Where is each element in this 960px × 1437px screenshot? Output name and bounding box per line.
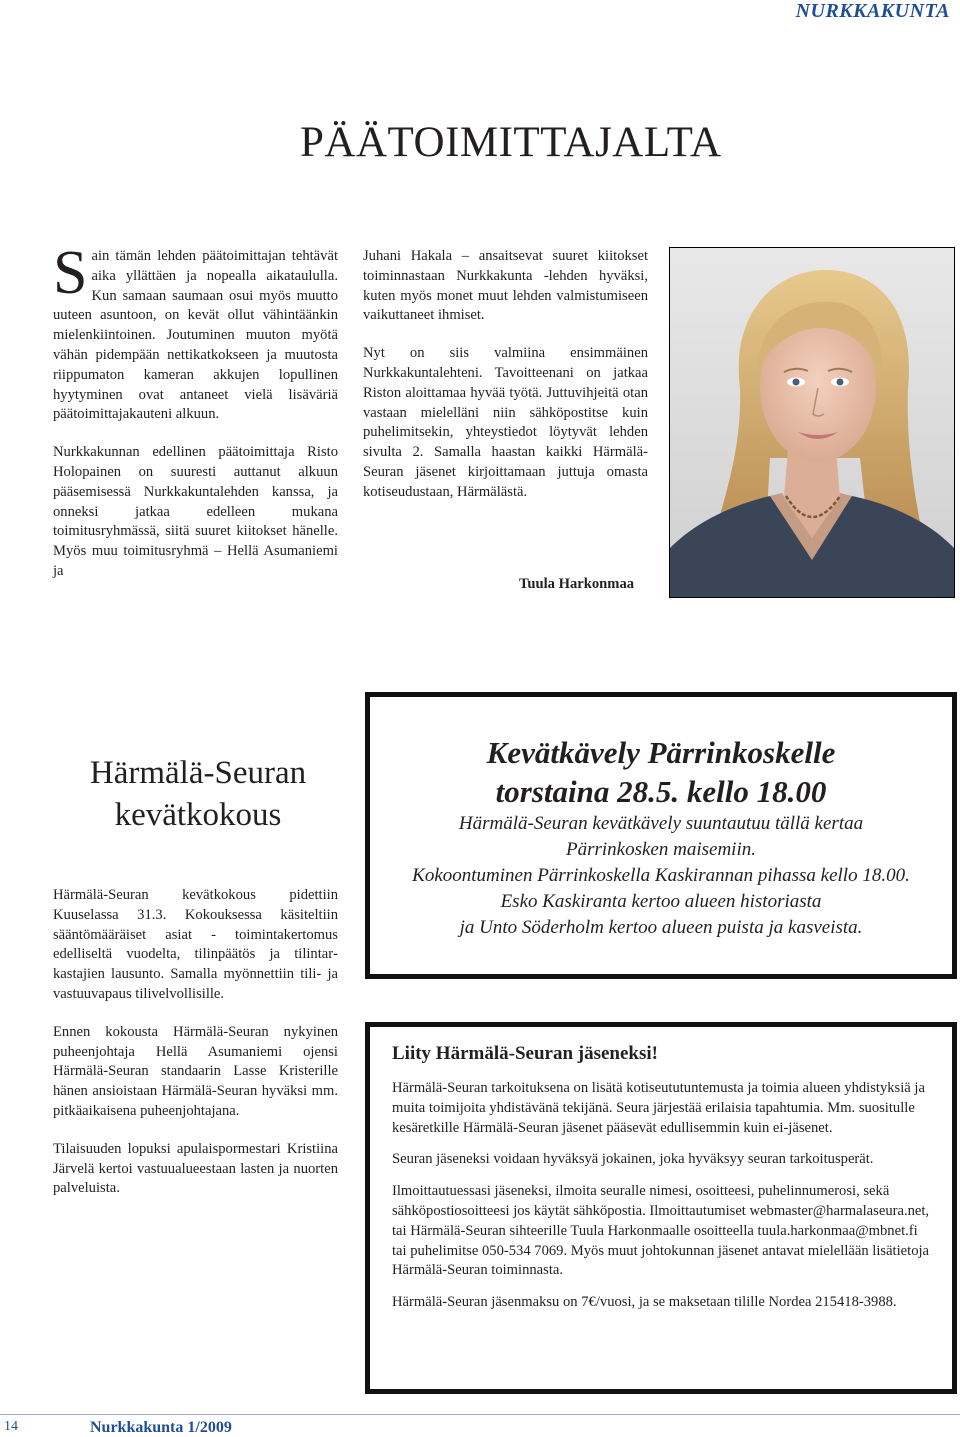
membership-paragraph: Ilmoittautuessasi jäseneksi, ilmoita seuralle nimesi, osoitteesi, puhelinnumerosi, sekä sähköpostiosoitteesi jos käytät sähköpostia. Ilmoittautumiset webmaster@harmalaseura.net, tai Härmälä-Seuran sihteerille Tuula Harkonmaalle osoitteella tuula.harkonmaa@mbnet.fi tai puhelimitse 050-534 7069. Myös muut johtokunnan jäsenet antavat mielellään lisätietoja Härmälä-Seuran toiminnasta. [392,1183,930,1279]
editorial-paragraph: Nurkkakunnan edellinen päätoimittaja Risto Holopainen on suuresti auttanut alkuun pääsemisessä Nurkkakuntalehden kanssa, ja onneksi jatkaa edelleen mukana toimitusryhmässä, siitä suuret kiitokset hänelle. Myös muu toimitusryhmä – Hellä Asumaniemi ja [53,444,338,579]
spring-walk-event-box [365,692,957,979]
event-line: Härmälä-Seuran kevätkävely suuntautuu tällä kertaa [458,813,864,834]
event-line: ja Unto Söderholm kertoo alueen puista ja kasveista. [459,917,863,938]
editorial-paragraph: Nyt on siis valmiina ensimmäinen Nurkkakuntalehteni. Tavoitteenani on jatkaa Riston aloittamaa hyvää työtä. Juttuvihjeitä otan vastaan mielelläni niin sähköpostitse kuin puhelimitsekin, yhteystiedot löytyvät lehden sivulta 2. Samalla haastan kaikki Härmälä-Seuran jäsenet kirjoittamaan juttuja omasta kotiseudustaan, Härmälästä. [363,345,648,500]
meeting-paragraph: Tilaisuuden lopuksi apulaispormestari Kristiina Järvelä kertoi vastuualueestaan lasten ja nuorten palveluista. [53,1140,338,1197]
meeting-article [53,752,343,836]
membership-paragraph: Härmälä-Seuran jäsenmaksu on 7€/vuosi, ja se maksetaan tilille Nordea 215418-3988. [392,1294,897,1311]
portrait-illustration [670,248,954,597]
membership-box [365,1022,957,1394]
event-heading: Kevätkävely Pärrinkoskelle [486,735,836,770]
meeting-paragraph: Ennen kokousta Härmälä-Seuran nykyinen puheenjohtaja Hellä Asumaniemi ojensi Härmälä-Seuran standaarin Lasse Kristerille hänen ansioistaan Härmälä-Seuran hyväksi mm. pitkäaikaisena puheenjohtajana. [53,1023,338,1119]
event-datetime: torstaina 28.5. kello 18.00 [495,774,827,809]
page-number: 14 [4,1419,18,1434]
event-line: Kokoontuminen Pärrinkoskella Kaskirannan pihassa kello 18.00. [412,865,910,886]
meeting-title-line: kevätkokous [114,797,282,833]
membership-title: Liity Härmälä-Seuran jäseneksi! [392,1043,658,1064]
editorial-paragraph [53,239,338,425]
editor-signature: Tuula Harkonmaa [519,576,635,592]
editorial-column-1 [53,239,338,582]
meeting-title [53,752,343,836]
dropcap: S [53,239,88,307]
section-header: NURKKAKUNTA [795,0,950,22]
editorial-paragraph: Juhani Hakala – ansaitsevat suuret kiitokset toiminnastaan Nurkkakunta -lehden hyväksi, kuten myös monet muut lehden valmistumiseen vaikuttaneet ihmiset. [363,248,648,324]
publication-name: Nurkkakunta 1/2009 [90,1419,232,1436]
footer-divider [0,1414,960,1415]
event-line: Esko Kaskiranta kertoo alueen historiasta [500,891,822,912]
event-line: Pärrinkosken maisemiin. [566,839,756,860]
editor-portrait-photo [669,247,955,598]
membership-paragraph: Härmälä-Seuran tarkoituksena on lisätä kotiseututuntemusta ja toimia alueen yhdistyksiä ja muita toimijoita yhdistävänä tekijänä. Seura järjestää erilaisia tapahtumia. Mm. suositulle kesäretkille Härmälä-Seuran jäsenet pääsevät edullisemmin kuin ei-jäsenet. [392,1080,925,1136]
meeting-paragraph: Härmälä-Seuran kevätkokous pidettiin Kuuselassa 31.3. Kokouksessa käsiteltiin sääntömääräiset asiat - toimintakertomus edelliseltä vuodelta, tilinpäätös ja tilintarkastajien lausunto. Samalla myönnettiin tili- ja vastuuvapaus tilivelvollisille. [53,887,338,1002]
meeting-body [53,886,338,1199]
editorial-text: ain tämän lehden päätoimittajan tehtävät aika yllättäen ja nopealla aikataululla. Kun samaan saumaan osui myös muutto uuteen asuntoon, on kevät ollut vähintäänkin mielenkiintoinen. Joutuminen muuton myötä vähän pidempään nettikatkokseen ja muutosta riippumaton kameran akkujen lopullinen hyytyminen ovat antaneet vielä lisäväriä päätoimittajakauteni alkuun. [53,248,338,423]
meeting-title-line: Härmälä-Seuran [89,755,307,791]
page-title: PÄÄTOIMITTAJALTA [300,119,722,166]
membership-paragraph: Seuran jäseneksi voidaan hyväksyä jokainen, joka hyväksyy seuran tarkoitusperät. [392,1151,874,1168]
editorial-column-2 [363,247,648,503]
